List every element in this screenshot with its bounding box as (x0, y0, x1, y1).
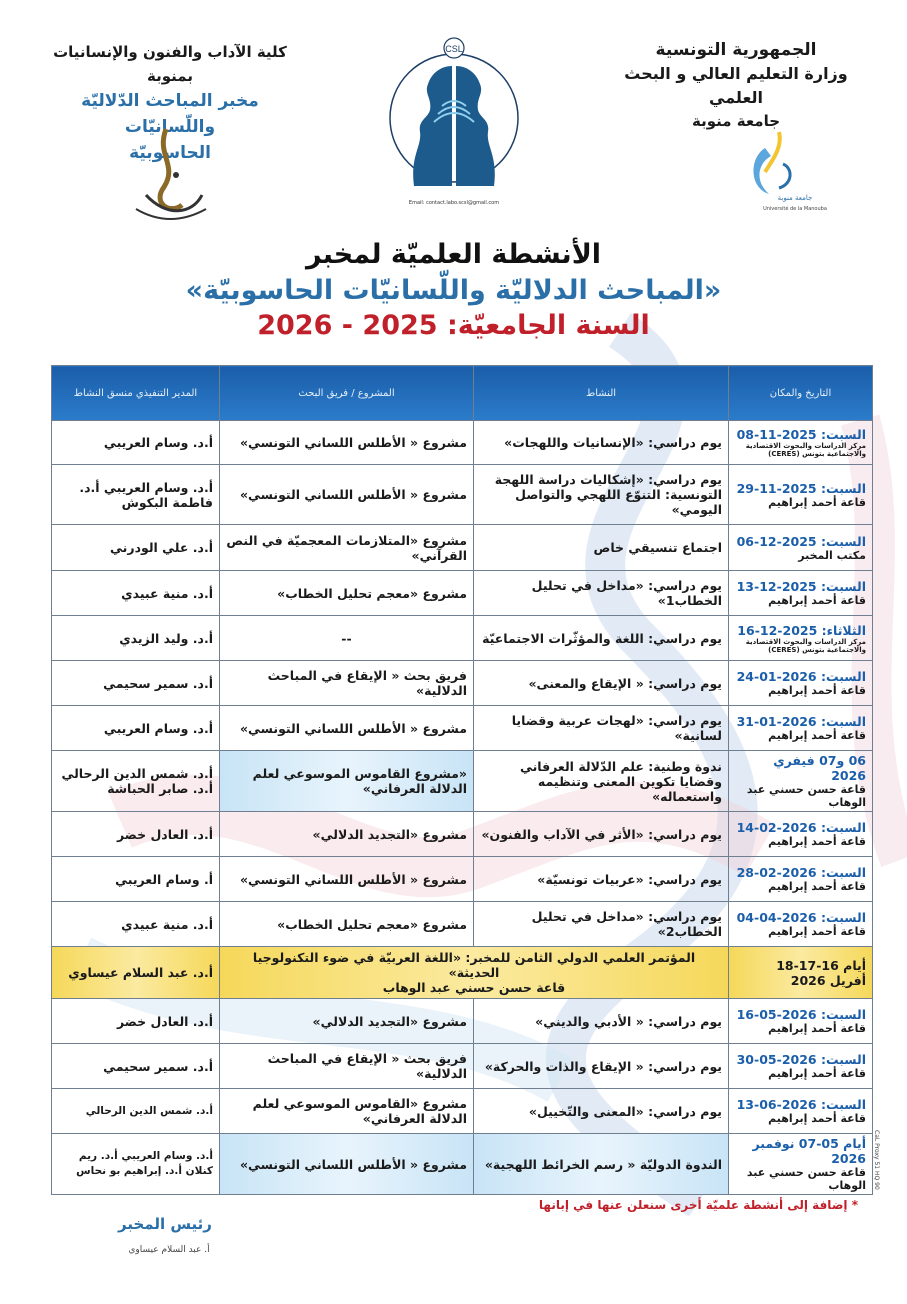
logo-csl-text: CSL (445, 44, 463, 54)
lab-name-line1: مخبر المباحث الدّلاليّة واللّسانيّات (81, 91, 259, 137)
row-date: السبت: 2025-12-13 (736, 579, 866, 594)
row-place: قاعة حسن حسني عبد الوهاب (746, 783, 866, 809)
row-activity: يوم دراسي: «المعنى والتّخييل» (474, 1089, 729, 1134)
conference-date-line1: أيام 16-17-18 (776, 957, 866, 973)
row-director: أ. وسام العريبي (52, 857, 220, 902)
calligraphy-logo-icon (126, 125, 214, 233)
row-director: أ.د. العادل خضر (52, 999, 220, 1044)
row-date-cell (729, 812, 873, 857)
row-place: قاعة حسن حسني عبد الوهاب (746, 1166, 866, 1192)
row-date-cell (729, 1044, 873, 1089)
lab-name-line2: الحاسوبيّة (129, 143, 211, 163)
table-row (52, 525, 873, 571)
row-place: قاعة أحمد إبراهيم (768, 495, 866, 509)
conference-date-cell (729, 947, 873, 999)
faculty-name: كلية الآداب والفنون والإنسانيات بمنوبة (53, 43, 287, 85)
row-place: قاعة أحمد إبراهيم (768, 880, 866, 893)
row-date-cell (729, 661, 873, 706)
table-row (52, 1089, 873, 1134)
row-date: السبت: 2025-11-08 (736, 427, 866, 442)
row-date-cell (729, 1089, 873, 1134)
header-project: المشروع / فريق البحث (220, 366, 474, 421)
conference-venue: قاعة حسن حسني عبد الوهاب (382, 980, 566, 995)
title-line3: السنة الجامعيّة: 2025 - 2026 (257, 310, 650, 341)
row-director: أ.د. وسام العريبي أ.د. ريم كنلان أ.د. إبراهيم بو نحاس (52, 1134, 220, 1195)
side-note (868, 1130, 882, 1260)
row-activity: يوم دراسي: «مداخل في تحليل الخطاب1» (474, 571, 729, 616)
table-row (52, 661, 873, 706)
conference-title: المؤتمر العلمي الدولي الثامن للمخبر: «اللغة العربيّة في ضوء التكنولوجيا الحديثة» (252, 950, 696, 980)
row-place: قاعة أحمد إبراهيم (768, 925, 866, 938)
row-director: أ.د. وسام العريبي (52, 706, 220, 751)
title-line1: الأنشطة العلميّة لمخبر (305, 239, 602, 270)
header-activity: النشاط (474, 366, 729, 421)
row-date-cell (729, 571, 873, 616)
university-logo-icon (735, 128, 827, 218)
table-row (52, 1044, 873, 1089)
table-row (52, 999, 873, 1044)
row-project: مشروع «التجديد الدلالي» (220, 812, 474, 857)
row-director: أ.د. سمير سحيمي (52, 661, 220, 706)
lab-email: Email: contact.labo.scsl@gmail.com (408, 200, 500, 206)
ministry-header (611, 38, 861, 132)
conference-text-cell (220, 947, 729, 999)
row-date: السبت: 2026-01-31 (736, 714, 866, 729)
conference-director: أ.د. عبد السلام عيساوي (52, 947, 220, 999)
header-date: التاريخ والمكان (729, 366, 873, 421)
row-date-cell (729, 999, 873, 1044)
row-director: أ.د. سمير سحيمي (52, 1044, 220, 1089)
row-place: مركز الدراسات والبحوث الاقتصادية والاجتماعية بتونس (CERES) (745, 637, 866, 654)
header-director: المدير التنفيذي منسق النشاط (52, 366, 220, 421)
row-activity: يوم دراسي: «الإنسانيات واللهجات» (474, 421, 729, 465)
row-activity: يوم دراسي: «مداخل في تحليل الخطاب2» (474, 902, 729, 947)
conference-row (52, 947, 873, 999)
uni-logo-ar: جامعة منوبة (777, 194, 813, 202)
row-activity: يوم دراسي: «لهجات عربية وقضايا لسانية» (474, 706, 729, 751)
row-place: قاعة أحمد إبراهيم (768, 1067, 866, 1080)
uni-logo-fr: Université de la Manouba (763, 206, 827, 212)
row-director: أ.د. علي الودرني (52, 525, 220, 571)
table-row (52, 751, 873, 812)
row-date-cell (729, 902, 873, 947)
row-project: مشروع «القاموس الموسوعي لعلم الدلالة العرفاني» (220, 1089, 474, 1134)
row-date-cell (729, 525, 873, 571)
row-activity: الندوة الدوليّة « رسم الخرائط اللهجية» (474, 1134, 729, 1195)
row-project: مشروع «التجديد الدلالي» (220, 999, 474, 1044)
table-row (52, 421, 873, 465)
row-activity: يوم دراسي: «عربيات تونسيّة» (474, 857, 729, 902)
row-date-cell (729, 857, 873, 902)
table-row (52, 857, 873, 902)
side-note-text: CaL Proxy 51 HQ 90 (873, 1130, 880, 1190)
row-project: مشروع « الأطلس اللساني التونسي» (220, 421, 474, 465)
title-line2: «المباحث الدلاليّة واللّسانيّات الحاسوبيّة» (185, 275, 722, 306)
table-row (52, 616, 873, 661)
row-project: مشروع «المتلازمات المعجميّة في النص القرآني» (220, 525, 474, 571)
conference-date-line2: أفريل 2026 (790, 972, 866, 988)
footnote-star: * (851, 1198, 858, 1212)
table-row (52, 812, 873, 857)
row-director: أ.د. وليد الزيدي (52, 616, 220, 661)
row-place: مركز الدراسات والبحوث الاقتصادية والاجتماعية بتونس (CERES) (745, 442, 866, 458)
row-date: السبت: 2026-02-14 (736, 820, 866, 835)
table-row (52, 1134, 873, 1195)
ministry-name: وزارة التعليم العالي و البحث العلمي (624, 64, 848, 107)
row-date: السبت: 2026-05-30 (736, 1052, 866, 1067)
row-date-cell (729, 1134, 873, 1195)
republic-name: الجمهورية التونسية (655, 40, 817, 60)
row-date: الثلاثاء: 2025-12-16 (737, 622, 866, 638)
row-project: مشروع « الأطلس اللساني التونسي» (220, 465, 474, 525)
row-date: السبت: 2026-04-04 (736, 910, 866, 925)
row-place: قاعة أحمد إبراهيم (768, 1022, 866, 1035)
lab-center-logo (384, 36, 524, 206)
university-name: جامعة منوبة (691, 112, 781, 130)
signature-name: أ. عبد السلام عيساوي (128, 1245, 210, 1255)
table-row (52, 465, 873, 525)
faces-logo-icon (384, 36, 524, 196)
row-project: فريق بحث « الإيقاع في المباحث الدلالية» (220, 661, 474, 706)
row-director: أ.د. شمس الدين الرحالي (52, 1089, 220, 1134)
row-director: أ.د. وسام العريبي (52, 421, 220, 465)
row-activity: يوم دراسي: اللغة والمؤثّرات الاجتماعيّة (474, 616, 729, 661)
table-row (52, 706, 873, 751)
footnote (380, 1198, 858, 1212)
row-project: مشروع «معجم تحليل الخطاب» (220, 571, 474, 616)
table-row (52, 902, 873, 947)
table-row (52, 571, 873, 616)
row-place: مكتب المخبر (798, 548, 866, 562)
row-project: مشروع « الأطلس اللساني التونسي» (220, 857, 474, 902)
row-activity: ندوة وطنية: علم الدّلالة العرفاني وقضايا تكوين المعنى وتنظيمه واستعماله» (474, 751, 729, 812)
university-logo (735, 128, 827, 218)
row-director: أ.د. منية عبيدي (52, 571, 220, 616)
calligraphy-logo (126, 125, 214, 233)
row-date: أيام 05-07 نوفمبر 2026 (752, 1136, 866, 1166)
row-activity: يوم دراسي: «إشكاليات دراسة اللهجة التونسية: التنوّع اللهجي والتواصل اليومي» (474, 465, 729, 525)
row-director: أ.د. منية عبيدي (52, 902, 220, 947)
row-place: قاعة أحمد إبراهيم (768, 729, 866, 742)
row-place: قاعة أحمد إبراهيم (768, 835, 866, 848)
signature-title: رئيس المخبر (118, 1215, 212, 1233)
row-date-cell (729, 421, 873, 465)
row-director: أ.د. وسام العريبي أ.د. فاطمة البكوش (52, 465, 220, 525)
row-project: مشروع « الأطلس اللساني التونسي» (220, 706, 474, 751)
row-activity: يوم دراسي: «الأثر في الآداب والفنون» (474, 812, 729, 857)
row-activity: يوم دراسي: « الإيقاع والمعنى» (474, 661, 729, 706)
row-director: أ.د. شمس الدين الرحالي أ.د. صابر الحباشة (52, 751, 220, 812)
row-date: 06 و07 فيفري 2026 (773, 753, 866, 783)
row-place: قاعة أحمد إبراهيم (768, 684, 866, 697)
row-date: السبت: 2026-02-28 (736, 865, 866, 880)
table-header-row (52, 366, 873, 421)
row-project: مشروع « الأطلس اللساني التونسي» (220, 1134, 474, 1195)
row-place: قاعة أحمد إبراهيم (768, 1112, 866, 1125)
row-date: السبت: 2026-06-13 (736, 1097, 866, 1112)
row-place: قاعة أحمد إبراهيم (768, 594, 866, 607)
row-project: -- (220, 616, 474, 661)
row-project: «مشروع القاموس الموسوعي لعلم الدلالة العرفاني» (220, 751, 474, 812)
footnote-text: إضافة إلى أنشطة علميّة أخرى سنعلن عنها في إبانها (538, 1198, 848, 1212)
row-date-cell (729, 465, 873, 525)
row-activity: يوم دراسي: « الإيقاع والذات والحركة» (474, 1044, 729, 1089)
row-activity: اجتماع تنسيقي خاص (474, 525, 729, 571)
row-project: فريق بحث « الإيقاع في المباحث الدلالية» (220, 1044, 474, 1089)
row-date-cell (729, 751, 873, 812)
row-date-cell (729, 616, 873, 661)
row-date: السبت: 2025-11-29 (736, 480, 866, 496)
row-activity: يوم دراسي: « الأدبي والديني» (474, 999, 729, 1044)
row-date: السبت: 2026-05-16 (736, 1007, 866, 1022)
row-project: مشروع «معجم تحليل الخطاب» (220, 902, 474, 947)
row-date: السبت: 2025-12-06 (736, 533, 866, 549)
activities-table (51, 365, 873, 1195)
row-director: أ.د. العادل خضر (52, 812, 220, 857)
row-date-cell (729, 706, 873, 751)
row-date: السبت: 2026-01-24 (736, 669, 866, 684)
